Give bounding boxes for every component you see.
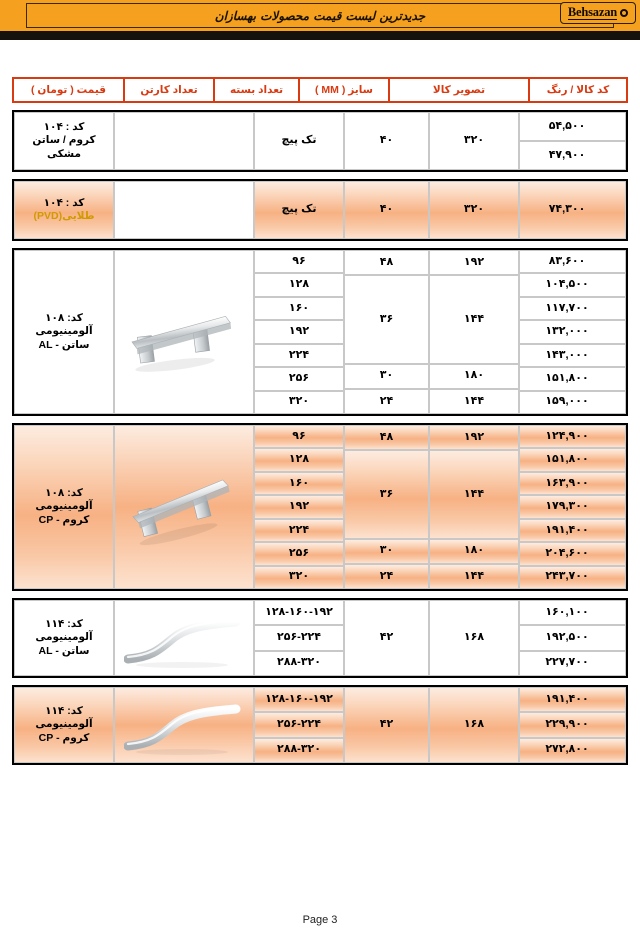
column-header-carton: تعداد کارتن xyxy=(123,77,213,103)
product-code-line: کروم - CP xyxy=(38,731,90,744)
pack-count-cell: ۳۶ xyxy=(344,450,429,539)
size-cell: ۱۲۸ xyxy=(254,273,344,296)
size-cell: ۱۲۸-۱۶۰-۱۹۲ xyxy=(254,687,344,712)
product-code-line: کد: ۱۱۴ xyxy=(45,705,83,718)
price-cell: ۷۴,۳۰۰ xyxy=(519,181,626,239)
product-size-column xyxy=(254,425,344,589)
column-header-code: کد کالا / رنگ xyxy=(528,77,628,103)
product-image-column xyxy=(114,687,254,763)
product-code-line: کد : ۱۰۴ xyxy=(43,121,85,134)
pack-count-cell: ۴۲ xyxy=(344,687,429,763)
product-carton-column xyxy=(429,687,519,763)
product-code-cell xyxy=(14,250,114,414)
product-carton-column xyxy=(429,425,519,589)
product-size-column xyxy=(254,600,344,676)
price-cell: ۱۵۹,۰۰۰ xyxy=(519,391,626,414)
product-code-line: ساتن - AL xyxy=(38,338,90,351)
size-cell: ۲۵۶ xyxy=(254,367,344,390)
product-price-column xyxy=(519,425,626,589)
product-price-column xyxy=(519,250,626,414)
product-carton-column xyxy=(429,181,519,239)
product-size-column xyxy=(254,250,344,414)
product-image-column xyxy=(114,112,254,170)
product-size-column xyxy=(254,181,344,239)
price-cell: ۱۶۳,۹۰۰ xyxy=(519,472,626,495)
product-code-line: کروم / ساتن xyxy=(32,134,96,147)
column-header-price: قیمت ( تومان ) xyxy=(12,77,123,103)
product-blocks-container xyxy=(12,110,628,765)
circle-icon xyxy=(620,9,628,17)
banner-divider-rule xyxy=(0,31,640,40)
product-carton-column xyxy=(429,112,519,170)
carton-count-cell: ۱۶۸ xyxy=(429,600,519,676)
price-cell: ۲۲۷,۷۰۰ xyxy=(519,651,626,676)
carton-count-cell: ۳۲۰ xyxy=(429,181,519,239)
size-cell: ۱۹۲ xyxy=(254,320,344,343)
product-code-cell xyxy=(14,112,114,170)
column-header-image: تصویر کالا xyxy=(388,77,528,103)
size-cell: ۹۶ xyxy=(254,425,344,448)
size-cell: ۲۸۸-۳۲۰ xyxy=(254,651,344,676)
product-pack-column xyxy=(344,250,429,414)
product-block xyxy=(12,110,628,172)
behsazan-logo xyxy=(560,2,636,24)
product-price-column xyxy=(519,687,626,763)
pack-count-cell: ۴۸ xyxy=(344,250,429,275)
carton-count-cell: ۱۸۰ xyxy=(429,364,519,389)
carton-count-cell: ۱۴۴ xyxy=(429,564,519,589)
product-code-cell xyxy=(14,600,114,676)
size-cell: ۱۹۲ xyxy=(254,495,344,518)
price-cell: ۱۲۴,۹۰۰ xyxy=(519,425,626,448)
product-image-cell xyxy=(114,250,254,414)
price-table-header xyxy=(12,77,628,103)
product-price-column xyxy=(519,600,626,676)
product-code-line: آلومینیومی xyxy=(35,500,93,513)
size-cell: ۲۵۶-۲۲۴ xyxy=(254,625,344,650)
product-image-cell xyxy=(114,425,254,589)
pack-count-cell: ۳۶ xyxy=(344,275,429,364)
product-size-column xyxy=(254,112,344,170)
product-size-column xyxy=(254,687,344,763)
size-cell: تک پیچ xyxy=(254,181,344,239)
size-cell: ۱۶۰ xyxy=(254,472,344,495)
product-image-cell xyxy=(114,181,254,239)
pack-count-cell: ۲۴ xyxy=(344,389,429,414)
product-price-column xyxy=(519,112,626,170)
price-cell: ۱۹۱,۴۰۰ xyxy=(519,519,626,542)
pack-count-cell: ۳۰ xyxy=(344,364,429,389)
product-code-line: کد : ۱۰۴ xyxy=(43,196,85,209)
product-block xyxy=(12,179,628,241)
product-code-line: ساتن - AL xyxy=(38,644,90,657)
product-code-cell xyxy=(14,687,114,763)
size-cell: ۲۲۴ xyxy=(254,519,344,542)
product-code-line: آلومینیومی xyxy=(35,631,93,644)
product-code-line: کروم - CP xyxy=(38,513,90,526)
size-cell: ۲۵۶ xyxy=(254,542,344,565)
price-cell: ۱۳۲,۰۰۰ xyxy=(519,320,626,343)
price-cell: ۵۴,۵۰۰ xyxy=(519,112,626,141)
carton-count-cell: ۱۸۰ xyxy=(429,539,519,564)
pack-count-cell: ۴۰ xyxy=(344,181,429,239)
product-carton-column xyxy=(429,250,519,414)
size-cell: ۲۵۶-۲۲۴ xyxy=(254,712,344,737)
product-image-cell xyxy=(114,112,254,170)
price-cell: ۸۳,۶۰۰ xyxy=(519,250,626,273)
product-block xyxy=(12,598,628,678)
size-cell: تک پیچ xyxy=(254,112,344,170)
carton-count-cell: ۱۴۴ xyxy=(429,389,519,414)
price-cell: ۱۵۱,۸۰۰ xyxy=(519,448,626,471)
product-code-line: کد: ۱۰۸ xyxy=(45,312,83,325)
product-code-line: طلایی(PVD) xyxy=(33,210,95,222)
product-pack-column xyxy=(344,600,429,676)
size-cell: ۱۲۸-۱۶۰-۱۹۲ xyxy=(254,600,344,625)
price-list-sheet xyxy=(0,40,640,765)
price-cell: ۱۹۱,۴۰۰ xyxy=(519,687,626,712)
size-cell: ۱۶۰ xyxy=(254,297,344,320)
product-image-column xyxy=(114,425,254,589)
carton-count-cell: ۱۹۲ xyxy=(429,250,519,275)
price-cell: ۲۷۲,۸۰۰ xyxy=(519,738,626,763)
price-cell: ۲۰۴,۶۰۰ xyxy=(519,542,626,565)
product-block xyxy=(12,423,628,591)
price-cell: ۱۱۷,۷۰۰ xyxy=(519,297,626,320)
size-cell: ۹۶ xyxy=(254,250,344,273)
product-code-cell xyxy=(14,181,114,239)
pack-count-cell: ۴۲ xyxy=(344,600,429,676)
pack-count-cell: ۳۰ xyxy=(344,539,429,564)
price-cell: ۱۷۹,۳۰۰ xyxy=(519,495,626,518)
carton-count-cell: ۱۹۲ xyxy=(429,425,519,450)
product-image-column xyxy=(114,600,254,676)
product-code-column xyxy=(14,425,114,589)
product-image-column xyxy=(114,250,254,414)
product-code-line: آلومینیومی xyxy=(35,718,93,731)
product-price-column xyxy=(519,181,626,239)
size-cell: ۱۲۸ xyxy=(254,448,344,471)
page-footer: Page 3 xyxy=(302,914,338,926)
product-pack-column xyxy=(344,112,429,170)
product-block xyxy=(12,248,628,416)
carton-count-cell: ۳۲۰ xyxy=(429,112,519,170)
product-code-column xyxy=(14,687,114,763)
table-header-row xyxy=(12,77,628,103)
product-code-line: کد: ۱۱۴ xyxy=(45,618,83,631)
product-image-cell xyxy=(114,600,254,676)
product-code-cell xyxy=(14,425,114,589)
price-cell: ۱۵۱,۸۰۰ xyxy=(519,367,626,390)
product-pack-column xyxy=(344,425,429,589)
size-cell: ۳۲۰ xyxy=(254,566,344,589)
size-cell: ۳۲۰ xyxy=(254,391,344,414)
product-block xyxy=(12,685,628,765)
product-code-column xyxy=(14,181,114,239)
pack-count-cell: ۲۴ xyxy=(344,564,429,589)
pack-count-cell: ۴۰ xyxy=(344,112,429,170)
price-cell: ۱۹۲,۵۰۰ xyxy=(519,625,626,650)
price-cell: ۴۷,۹۰۰ xyxy=(519,141,626,170)
product-pack-column xyxy=(344,687,429,763)
product-code-column xyxy=(14,112,114,170)
banner-title: جدیدترین لیست قیمت محصولات بهسازان xyxy=(214,8,426,23)
logo-wordmark: Behsazan xyxy=(567,5,617,19)
size-cell: ۲۲۴ xyxy=(254,344,344,367)
carton-count-cell: ۱۶۸ xyxy=(429,687,519,763)
product-code-line: کد: ۱۰۸ xyxy=(45,487,83,500)
price-cell: ۲۴۳,۷۰۰ xyxy=(519,566,626,589)
column-header-pack: تعداد بسته xyxy=(213,77,298,103)
product-code-column xyxy=(14,250,114,414)
product-image-column xyxy=(114,181,254,239)
price-cell: ۱۴۳,۰۰۰ xyxy=(519,344,626,367)
product-code-column xyxy=(14,600,114,676)
product-image-cell xyxy=(114,687,254,763)
price-cell: ۱۰۴,۵۰۰ xyxy=(519,273,626,296)
price-cell: ۱۶۰,۱۰۰ xyxy=(519,600,626,625)
column-header-size: سایز ( MM ) xyxy=(298,77,388,103)
page-header-banner xyxy=(0,0,640,31)
size-cell: ۲۸۸-۳۲۰ xyxy=(254,738,344,763)
product-code-line: آلومینیومی xyxy=(35,325,93,338)
price-cell: ۲۲۹,۹۰۰ xyxy=(519,712,626,737)
carton-count-cell: ۱۴۴ xyxy=(429,450,519,539)
carton-count-cell: ۱۴۴ xyxy=(429,275,519,364)
product-pack-column xyxy=(344,181,429,239)
product-carton-column xyxy=(429,600,519,676)
product-code-line: مشکی xyxy=(47,147,81,160)
pack-count-cell: ۴۸ xyxy=(344,425,429,450)
